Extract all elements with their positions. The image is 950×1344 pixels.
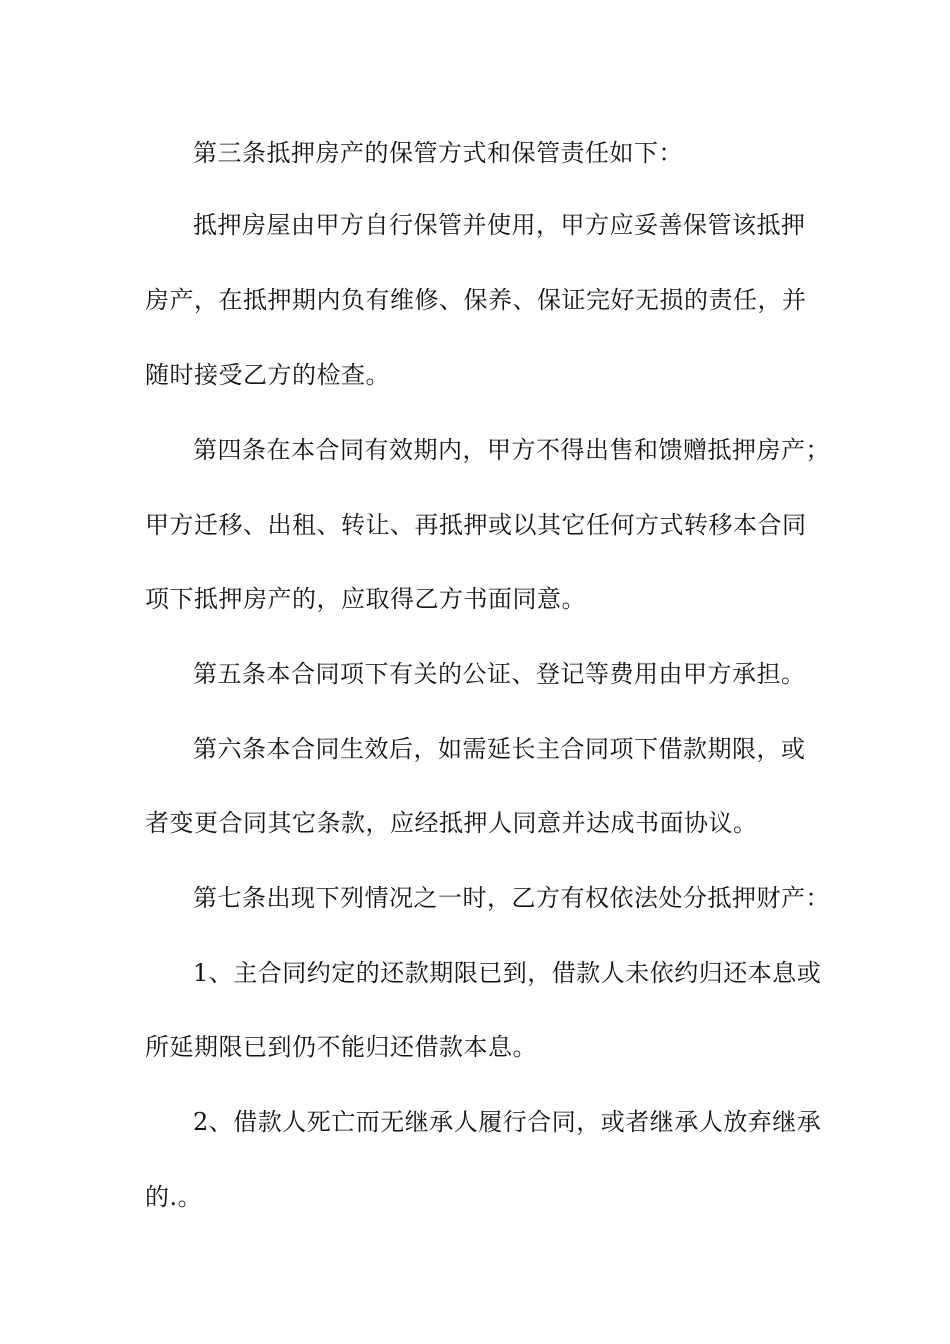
text-line-9: 第六条本合同生效后，如需延长主合同项下借款期限，或 — [193, 735, 806, 763]
text-line-13: 所延期限已到仍不能归还借款本息。 — [145, 1033, 537, 1061]
text-line-7: 项下抵押房产的，应取得乙方书面同意。 — [145, 585, 586, 613]
text-line-11: 第七条出现下列情况之一时，乙方有权依法处分抵押财产： — [193, 884, 830, 912]
text-line-10: 者变更合同其它条款，应经抵押人同意并达成书面协议。 — [145, 809, 758, 837]
text-line-14: 2、借款人死亡而无继承人履行合同，或者继承人放弃继承 — [193, 1108, 822, 1136]
text-line-6: 甲方迁移、出租、转让、再抵押或以其它任何方式转移本合同 — [145, 511, 807, 539]
text-line-4: 随时接受乙方的检查。 — [145, 361, 390, 389]
text-line-2: 抵押房屋由甲方自行保管并使用，甲方应妥善保管该抵押 — [193, 211, 806, 239]
text-line-5: 第四条在本合同有效期内，甲方不得出售和馈赠抵押房产； — [193, 436, 830, 464]
text-line-12: 1、主合同约定的还款期限已到，借款人未依约归还本息或 — [193, 959, 822, 987]
text-line-15: 的.。 — [145, 1183, 203, 1211]
text-line-3: 房产，在抵押期内负有维修、保养、保证完好无损的责任，并 — [145, 286, 807, 314]
text-line-8: 第五条本合同项下有关的公证、登记等费用由甲方承担。 — [193, 660, 806, 688]
text-line-1: 第三条抵押房产的保管方式和保管责任如下： — [193, 139, 683, 167]
